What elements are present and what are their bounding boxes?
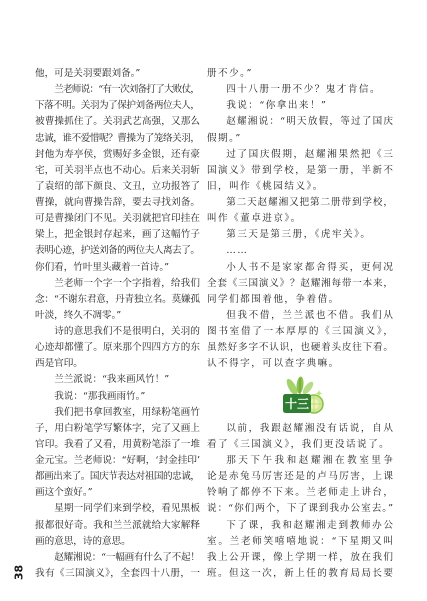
text-line <box>35 292 200 308</box>
text-line <box>207 485 393 501</box>
text-line-content: 全套《三国演义》？赵耀湘每带一本来， <box>207 277 394 289</box>
text-line-content: 我有《三国演义》，全套四十八册，一 <box>35 567 201 579</box>
text-line-content: 我说：“你拿出来！” <box>226 100 328 112</box>
text-line <box>207 114 393 130</box>
text-line <box>207 566 393 582</box>
chapter-number: 十三 <box>284 397 310 411</box>
text-line <box>35 324 200 340</box>
text-line <box>207 437 393 453</box>
paragraph <box>35 66 200 82</box>
page-number: 38 <box>12 564 26 581</box>
text-line <box>35 485 200 501</box>
text-line <box>35 340 200 356</box>
text-line-content: 兰老师一个字一个字指着，给我们 <box>54 277 201 289</box>
text-line <box>35 550 200 566</box>
text-line <box>35 195 200 211</box>
text-line-content: 四十八册一册不少？鬼才肯信。 <box>226 84 382 96</box>
text-line-content: 铃响了都停不下来。兰老师走上讲台， <box>207 487 395 499</box>
text-line <box>35 501 200 517</box>
text-line-content: 梁上，把金银封存起来，画了这幅竹子 <box>35 229 201 241</box>
text-line-content: 旧，叫作《桃园结义》。 <box>207 180 324 192</box>
paragraph <box>35 501 200 549</box>
text-line-content: 封他为寿亭侯，赏赐好多金银，还有豪 <box>35 148 201 160</box>
text-line-content: 都画出来了。国庆节表达对祖国的忠诚， <box>35 471 200 483</box>
text-line <box>35 98 200 114</box>
text-line-content: 第二天赵耀湘又把第二册带到学校， <box>226 197 394 208</box>
text-line-content: 叫作《董卓进京》。 <box>207 213 302 225</box>
text-line <box>207 147 393 163</box>
text-line-content: 虽然好多字不认识，也硬着头皮往下看。 <box>207 342 394 354</box>
text-line <box>35 131 200 147</box>
text-line <box>207 308 393 324</box>
text-line-content: 念：“不谢东君意，丹青独立名。莫嫌孤 <box>35 293 200 305</box>
text-line-content: 忠诚，谁不爱惜呢？曹操为了笼络关羽， <box>35 132 200 144</box>
text-line-content: 曹操，就向曹操告辞，要去寻找刘备。 <box>35 197 201 208</box>
text-line <box>35 211 200 227</box>
text-line <box>35 179 200 195</box>
text-line-content: 叶淡，终久不凋零。” <box>35 309 122 321</box>
text-line <box>207 292 393 308</box>
chapter-badge-icon <box>279 376 325 420</box>
text-line-content: 星期一同学们来到学校，看见黑板 <box>54 503 201 515</box>
text-line-content: 可是曹操闭门不见。关羽就把官印挂在 <box>35 213 201 225</box>
text-line <box>35 163 200 179</box>
text-line <box>35 260 200 276</box>
text-line <box>207 534 393 550</box>
text-line-content: 班。但这一次，新上任的教育局局长要 <box>207 567 395 579</box>
text-line-content: 以前，我跟赵耀湘没有话说，自从 <box>226 422 395 434</box>
text-line <box>35 276 200 292</box>
text-line <box>35 227 200 243</box>
paragraph <box>207 82 393 98</box>
text-line-content: 室。兰老师笑嘻嘻地说：“下星期又叫 <box>207 535 395 547</box>
text-line-content: 赵耀湘说：“一幅画有什么了不起！ <box>54 551 200 563</box>
right-text-column-upper <box>207 66 393 372</box>
paragraph <box>35 550 200 582</box>
text-line <box>35 518 200 534</box>
text-line-content: 官印。我看了又看，用黄粉笔添了一堆 <box>35 438 201 450</box>
text-line-content: 假期。” <box>207 132 242 144</box>
text-line-content: 西是官印。 <box>35 358 83 370</box>
text-line <box>207 243 393 259</box>
text-line-content: 认不得字，可以查字典嘛。 <box>207 358 340 370</box>
text-line <box>35 437 200 453</box>
text-line-content: 金元宝。兰老师说：“好啊，‘封金挂印’ <box>35 455 201 466</box>
paragraph <box>207 243 393 259</box>
text-line <box>35 389 200 405</box>
text-line-content: 画的意思，诗的意思。 <box>35 535 131 547</box>
text-line <box>207 356 393 372</box>
text-line <box>207 340 393 356</box>
text-line <box>207 550 393 566</box>
paragraph <box>207 195 393 227</box>
text-line-content: 小人书不是家家都舍得买，更何况 <box>226 261 395 273</box>
text-line <box>35 534 200 550</box>
text-line <box>35 421 200 437</box>
text-line <box>207 98 393 114</box>
text-line <box>35 356 200 372</box>
text-line <box>35 566 200 582</box>
text-line <box>35 469 200 485</box>
right-text-column-lower <box>207 421 396 582</box>
paragraph <box>207 518 393 583</box>
text-line <box>35 114 200 130</box>
text-line <box>207 195 393 211</box>
text-line <box>207 518 393 534</box>
text-line-content: 诗的意思我们不是很明白，关羽的 <box>54 326 201 337</box>
text-line-content: 论是赤兔马厉害还是的卢马厉害，上课 <box>207 471 395 483</box>
paragraph <box>35 389 200 405</box>
text-line <box>207 260 393 276</box>
left-text-column <box>35 66 200 582</box>
text-line-content: 被曹操抓住了。关羽武艺高强，又那么 <box>35 116 201 128</box>
text-line <box>207 324 393 340</box>
text-line <box>35 308 200 324</box>
paragraph <box>207 227 393 243</box>
paragraph <box>35 324 200 372</box>
text-line-content: 兰兰派说：“我来画风竹！” <box>54 374 170 386</box>
text-line-content: 说：“你们两个，下了课到我办公室去。” <box>207 503 394 515</box>
paragraph <box>207 147 393 195</box>
text-line <box>207 66 393 82</box>
paragraph <box>35 82 200 276</box>
text-line-content: …… <box>226 245 249 257</box>
text-line-content: 我说：“那我画雨竹。” <box>54 390 146 402</box>
text-line <box>207 421 393 437</box>
text-line-content: 了袁绍的部下颜良、文丑，立功报答了 <box>35 180 201 192</box>
text-line-content: 兰老师说：“有一次刘备打了大败仗， <box>54 84 200 96</box>
text-line-content: 宅，可关羽半点也不动心。后来关羽斩 <box>35 164 201 176</box>
text-line <box>207 163 393 179</box>
paragraph <box>207 114 393 146</box>
text-line <box>35 372 200 388</box>
paragraph <box>207 421 393 453</box>
text-line-content: 过了国庆假期，赵耀湘果然把《三 <box>226 148 395 160</box>
text-line <box>207 131 393 147</box>
text-line <box>207 501 393 517</box>
text-line-content: 图书室借了一本厚厚的《三国演义》， <box>207 326 395 337</box>
text-line-content: 看了《三国演义》，我们更没话说了。 <box>207 438 391 450</box>
text-line-content: 册不少。” <box>207 68 253 79</box>
text-line-content: 国演义》带到学校，是第一册，半新不 <box>207 164 395 176</box>
text-line-content: 报都很好奇。我和兰兰派就给大家解释 <box>35 519 201 531</box>
text-line <box>35 243 200 259</box>
text-line <box>35 147 200 163</box>
text-line-content: 那天下午我和赵耀湘在教室里争 <box>226 455 396 467</box>
text-line-content: 第三天是第三册，《虎牢关》。 <box>226 229 372 241</box>
text-line <box>207 227 393 243</box>
paragraph <box>207 308 393 373</box>
text-line-content: 下落不明。关羽为了保护刘备两位夫人， <box>35 100 200 112</box>
text-line <box>35 82 200 98</box>
text-line <box>207 276 393 292</box>
text-line <box>35 453 200 469</box>
text-line-content: 心迹却都懂了。原来那个四四方方的东 <box>35 342 201 354</box>
paragraph <box>207 453 396 518</box>
text-line-content: 同学们都围着他，争着借。 <box>207 293 340 305</box>
text-line-content: 子，用白粉笔学写繁体字，完了又画上 <box>35 422 201 434</box>
paragraph <box>35 276 200 324</box>
text-line <box>35 66 200 82</box>
text-line-content: 但我不借，兰兰派也不借。我们从 <box>226 309 395 321</box>
text-line-content: 我上公开课，像上学期一样，放在我们 <box>207 551 395 563</box>
leaf-decoration <box>285 376 316 396</box>
text-line-content: 下了课，我和赵耀湘走到教师办公 <box>226 519 395 531</box>
paragraph <box>207 66 393 82</box>
paragraph <box>207 260 393 308</box>
text-line-content: 画这个蛮好。” <box>35 487 93 499</box>
text-line-content: 表明心迹，护送刘备的两位夫人离去了。 <box>35 245 200 257</box>
text-line <box>207 179 393 195</box>
text-line <box>207 211 393 227</box>
paragraph <box>35 372 200 388</box>
text-line-content: 你们看，竹叶里头藏着一首诗。” <box>35 261 169 273</box>
paragraph <box>207 98 393 114</box>
paragraph <box>35 405 200 502</box>
text-line-content: 我们把书拿回教室，用绿粉笔画竹 <box>54 406 201 418</box>
text-line-content: 赵耀湘说：“明天放假，等过了国庆 <box>226 116 395 128</box>
text-line <box>207 469 393 485</box>
text-line <box>207 82 393 98</box>
text-line <box>35 405 200 421</box>
text-line <box>207 453 396 469</box>
text-line-content: 他，可是关羽要跟刘备。” <box>35 68 141 79</box>
